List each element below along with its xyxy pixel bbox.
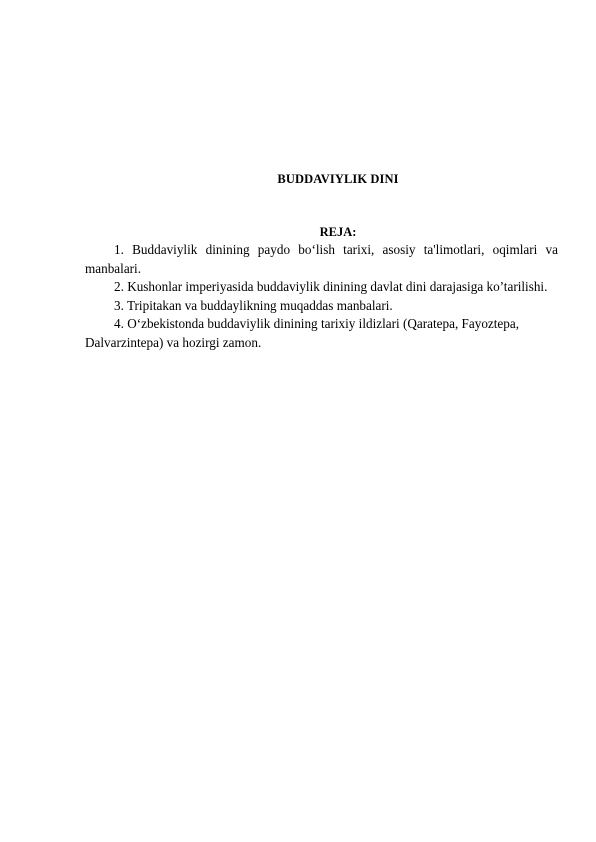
plan-item-4: 4. O‘zbekistonda buddaviylik dinining tarixiy ildizlari (Qaratepa, Fayoztepa, Dalvarzintepa) va hozirgi zamon. bbox=[85, 316, 520, 350]
plan-list bbox=[85, 241, 558, 353]
plan-heading: REJA: bbox=[319, 225, 357, 239]
plan-item-1: 1. Buddaviylik dinining paydo bo‘lish tarixi, asosiy ta'limotlari, oqimlari va manbalari. bbox=[85, 242, 558, 276]
plan-item-3: 3. Tripitakan va buddaylikning muqaddas manbalari. bbox=[114, 297, 393, 313]
plan-item-2: 2. Kushonlar imperiyasida buddaviylik dinining davlat dini darajasiga ko’tarilishi. bbox=[114, 279, 548, 295]
document-title: BUDDAVIYLIK DINI bbox=[277, 172, 399, 186]
